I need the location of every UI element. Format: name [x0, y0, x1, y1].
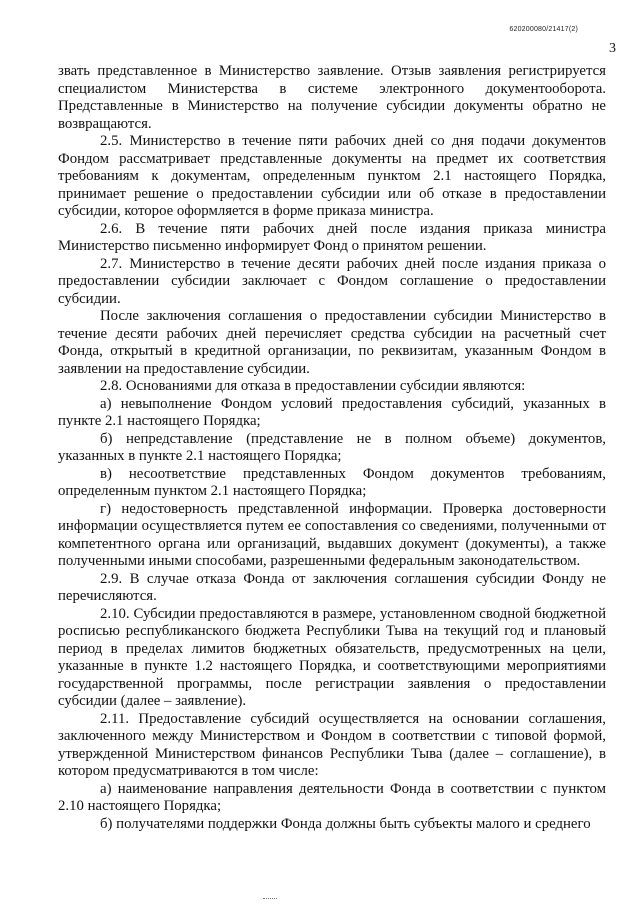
paragraph-2-8-g: г) недостоверность представленной информации. Проверка достоверности информации осуществляется путем ее сопоставления со сведениями, полученными от компетентного органа или организаций, выдавших документ (документы), а также полученными иными способами, разрешенными федеральным законодательством.	[58, 500, 606, 569]
paragraph-2-11-b: б) получателями поддержки Фонда должны быть субъекты малого и среднего	[100, 815, 591, 832]
paragraph-2-9: 2.9. В случае отказа Фонда от заключения соглашения субсидии Фонду не перечисляются.	[58, 570, 606, 604]
document-code: 620200080/21417(2)	[509, 26, 578, 33]
paragraph-continuation: звать представленное в Министерство заявление. Отзыв заявления регистрируется специалистом Министерства в системе электронного документооборота. Представленные в Министерство на получение субсидии документы обратно не возвращаются.	[58, 63, 606, 132]
paragraph-2-6: 2.6. В течение пяти рабочих дней после издания приказа министра Министерство письменно информирует Фонд о принятом решении.	[58, 220, 606, 254]
paragraph-2-7-continuation: После заключения соглашения о предоставлении субсидии Министерство в течение десяти рабочих дней перечисляет средства субсидии на расчетный счет Фонда, открытый в кредитной организации, по реквизитам, указанным Фондом в заявлении на предоставление субсидии.	[58, 308, 606, 377]
paragraph-2-8-a: а) невыполнение Фондом условий предоставления субсидий, указанных в пункте 2.1 настоящего Порядка;	[58, 395, 606, 429]
page-footer-mark	[263, 898, 277, 902]
page-number: 3	[609, 41, 616, 56]
paragraph-2-8-b: б) непредставление (представление не в полном объеме) документов, указанных в пункте 2.1 настоящего Порядка;	[58, 430, 606, 464]
paragraph-2-8-v: в) несоответствие представленных Фондом документов требованиям, определенным пунктом 2.1 настоящего Порядка;	[58, 465, 606, 499]
paragraph-2-8: 2.8. Основаниями для отказа в предоставлении субсидии являются:	[100, 378, 526, 394]
paragraph-2-5: 2.5. Министерство в течение пяти рабочих дней со дня подачи документов Фондом рассматривает представленные документы на предмет их соответствия требованиям к документам, определенным пунктом 2.1 настоящего Порядка, принимает решение о предоставлении субсидии или об отказе в предоставлении субсидии, которое оформляется в форме приказа министра.	[58, 133, 606, 219]
document-body	[58, 63, 606, 833]
paragraph-2-7: 2.7. Министерство в течение десяти рабочих дней после издания приказа о предоставлении субсидии заключает с Фондом соглашение о предоставлении субсидии.	[58, 255, 606, 307]
paragraph-2-10: 2.10. Субсидии предоставляются в размере, установленном сводной бюджетной росписью республиканского бюджета Республики Тыва на текущий год и плановый период в пределах лимитов бюджетных обязательств, предусмотренных на цели, указанные в пункте 1.2 настоящего Порядка, и соответствующими мероприятиями государственной программы, после регистрации заявления о предоставлении субсидии (далее – заявление).	[58, 605, 606, 709]
paragraph-2-11-a: а) наименование направления деятельности Фонда в соответствии с пунктом 2.10 настоящего Порядка;	[58, 780, 606, 814]
paragraph-2-11: 2.11. Предоставление субсидий осуществляется на основании соглашения, заключенного между Министерством и Фондом в соответствии с типовой формой, утвержденной Министерством финансов Республики Тыва (далее – соглашение), в котором предусматриваются в том числе:	[58, 710, 606, 779]
